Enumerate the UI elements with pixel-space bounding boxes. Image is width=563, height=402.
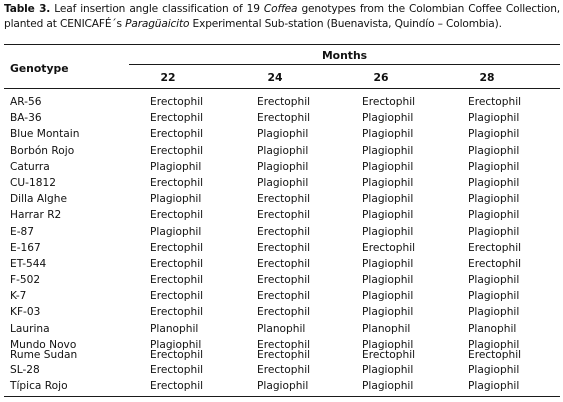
- genotype-cell: Caturra: [10, 160, 50, 173]
- table-row: [0, 288, 563, 304]
- top-rule: [4, 44, 560, 45]
- month-22-cell: Plagiophil: [150, 160, 202, 173]
- month-24-cell: Erectophil: [257, 338, 311, 351]
- month-22-cell: Erectophil: [150, 144, 204, 157]
- table-row: [0, 321, 563, 337]
- table-row: [0, 126, 563, 142]
- month-24-cell: Erectophil: [257, 274, 311, 287]
- month-28-cell: Plagiophil: [468, 176, 520, 189]
- month-24-cell: Plagiophil: [257, 160, 309, 173]
- table-row: [0, 256, 563, 272]
- month-26-cell: Erectophil: [362, 349, 416, 362]
- genotype-cell: F-502: [10, 274, 41, 287]
- month-28-cell: Plagiophil: [468, 128, 520, 141]
- month-22-cell: Planophil: [150, 322, 199, 335]
- month-28-cell: Plagiophil: [468, 363, 520, 376]
- months-rule: [129, 64, 560, 65]
- table-row: [0, 175, 563, 191]
- caption-label: Table 3.: [4, 3, 51, 15]
- month-24-cell: Erectophil: [257, 209, 311, 222]
- month-28-cell: Plagiophil: [468, 379, 520, 392]
- month-24-cell: Planophil: [257, 322, 306, 335]
- month-28-cell: Plagiophil: [468, 338, 520, 351]
- table-row: [0, 159, 563, 175]
- table-row: [0, 94, 563, 110]
- month-26-cell: Planophil: [362, 322, 411, 335]
- month-24-cell: Erectophil: [257, 225, 311, 238]
- table-caption: [4, 2, 560, 32]
- genotype-cell: E-167: [10, 241, 41, 254]
- month-26-cell: Erectophil: [362, 96, 416, 108]
- genotype-cell: Mundo Novo: [10, 338, 77, 351]
- month-26-cell: Plagiophil: [362, 144, 414, 157]
- month-22-cell: Plagiophil: [150, 193, 202, 206]
- caption-text-1: Leaf insertion angle classification of 19: [50, 3, 264, 15]
- genotype-cell: Harrar R2: [10, 209, 62, 222]
- month-col-28: 28: [479, 71, 495, 84]
- genotype-cell: K-7: [10, 290, 27, 303]
- month-24-cell: Erectophil: [257, 96, 311, 108]
- month-26-cell: Plagiophil: [362, 112, 414, 125]
- month-26-cell: Plagiophil: [362, 338, 414, 351]
- month-22-cell: Erectophil: [150, 209, 204, 222]
- month-28-cell: Plagiophil: [468, 193, 520, 206]
- genotype-cell: SL-28: [10, 363, 40, 376]
- month-22-cell: Plagiophil: [150, 338, 202, 351]
- month-22-cell: Erectophil: [150, 306, 204, 319]
- month-22-cell: Erectophil: [150, 349, 204, 362]
- table-row: [0, 143, 563, 159]
- table-body: [0, 94, 563, 394]
- table-row: [0, 378, 563, 394]
- month-22-cell: Erectophil: [150, 112, 204, 125]
- month-26-cell: Plagiophil: [362, 379, 414, 392]
- genotype-cell: ET-544: [10, 257, 47, 270]
- caption-text-3: Experimental Sub-station (Buenavista, Quindío – Colombia).: [189, 18, 502, 30]
- table-row: [0, 272, 563, 288]
- month-col-22: 22: [160, 71, 176, 84]
- table-row: [0, 191, 563, 207]
- month-24-cell: Erectophil: [257, 349, 311, 362]
- genotype-cell: Dilla Alghe: [10, 193, 67, 206]
- genotype-cell: Borbón Rojo: [10, 144, 75, 157]
- month-24-cell: Erectophil: [257, 363, 311, 376]
- month-28-cell: Plagiophil: [468, 112, 520, 125]
- month-22-cell: Erectophil: [150, 257, 204, 270]
- month-26-cell: Plagiophil: [362, 176, 414, 189]
- month-26-cell: Plagiophil: [362, 209, 414, 222]
- month-28-cell: Erectophil: [468, 96, 522, 108]
- genotype-header: Genotype: [10, 62, 69, 75]
- caption-italic-genus: Coffea: [263, 3, 298, 15]
- month-28-cell: Planophil: [468, 322, 517, 335]
- bottom-rule: [4, 396, 560, 397]
- table-row: [0, 240, 563, 256]
- month-28-cell: Plagiophil: [468, 306, 520, 319]
- table-row: [0, 110, 563, 126]
- genotype-cell: CU-1812: [10, 176, 56, 189]
- genotype-cell: AR-56: [10, 96, 42, 108]
- genotype-cell: Rume Sudan: [10, 349, 78, 362]
- month-28-cell: Plagiophil: [468, 160, 520, 173]
- month-22-cell: Erectophil: [150, 128, 204, 141]
- month-26-cell: Plagiophil: [362, 257, 414, 270]
- month-26-cell: Plagiophil: [362, 128, 414, 141]
- genotype-cell: KF-03: [10, 306, 41, 319]
- month-22-cell: Erectophil: [150, 241, 204, 254]
- genotype-cell: Laurina: [10, 322, 50, 335]
- genotype-cell: BA-36: [10, 112, 42, 125]
- table-row: [0, 362, 563, 378]
- month-24-cell: Plagiophil: [257, 128, 309, 141]
- month-28-cell: Plagiophil: [468, 274, 520, 287]
- genotype-cell: E-87: [10, 225, 34, 238]
- month-26-cell: Erectophil: [362, 241, 416, 254]
- month-24-cell: Erectophil: [257, 257, 311, 270]
- month-col-24: 24: [267, 71, 283, 84]
- month-28-cell: Erectophil: [468, 349, 522, 362]
- month-22-cell: Erectophil: [150, 363, 204, 376]
- genotype-cell: Blue Montain: [10, 128, 80, 141]
- month-28-cell: Erectophil: [468, 257, 522, 270]
- month-26-cell: Plagiophil: [362, 290, 414, 303]
- month-26-cell: Plagiophil: [362, 363, 414, 376]
- genotype-cell: Típica Rojo: [10, 379, 68, 392]
- month-22-cell: Erectophil: [150, 176, 204, 189]
- month-22-cell: Erectophil: [150, 274, 204, 287]
- header-rule: [4, 88, 560, 89]
- caption-italic-station: Paragüaicito: [125, 18, 190, 30]
- month-24-cell: Plagiophil: [257, 176, 309, 189]
- month-28-cell: Erectophil: [468, 241, 522, 254]
- table-row: [0, 349, 563, 361]
- month-26-cell: Plagiophil: [362, 193, 414, 206]
- month-28-cell: Plagiophil: [468, 290, 520, 303]
- caption-text-2: genotypes from the Colombian Coffee Collection, planted at CENICAFÉ´s: [4, 3, 560, 30]
- month-22-cell: Erectophil: [150, 290, 204, 303]
- month-22-cell: Erectophil: [150, 379, 204, 392]
- table-row: [0, 207, 563, 223]
- month-22-cell: Plagiophil: [150, 225, 202, 238]
- months-header: Months: [321, 49, 368, 62]
- month-24-cell: Plagiophil: [257, 144, 309, 157]
- month-24-cell: Erectophil: [257, 193, 311, 206]
- month-24-cell: Erectophil: [257, 241, 311, 254]
- month-28-cell: Plagiophil: [468, 225, 520, 238]
- table-row: [0, 304, 563, 320]
- month-28-cell: Plagiophil: [468, 209, 520, 222]
- table-row: [0, 337, 563, 350]
- month-24-cell: Erectophil: [257, 112, 311, 125]
- month-24-cell: Erectophil: [257, 290, 311, 303]
- month-22-cell: Erectophil: [150, 96, 204, 108]
- month-28-cell: Plagiophil: [468, 144, 520, 157]
- month-26-cell: Plagiophil: [362, 225, 414, 238]
- month-24-cell: Erectophil: [257, 306, 311, 319]
- table-row: [0, 224, 563, 240]
- month-26-cell: Plagiophil: [362, 306, 414, 319]
- month-col-26: 26: [373, 71, 389, 84]
- month-26-cell: Plagiophil: [362, 274, 414, 287]
- month-26-cell: Plagiophil: [362, 160, 414, 173]
- month-24-cell: Plagiophil: [257, 379, 309, 392]
